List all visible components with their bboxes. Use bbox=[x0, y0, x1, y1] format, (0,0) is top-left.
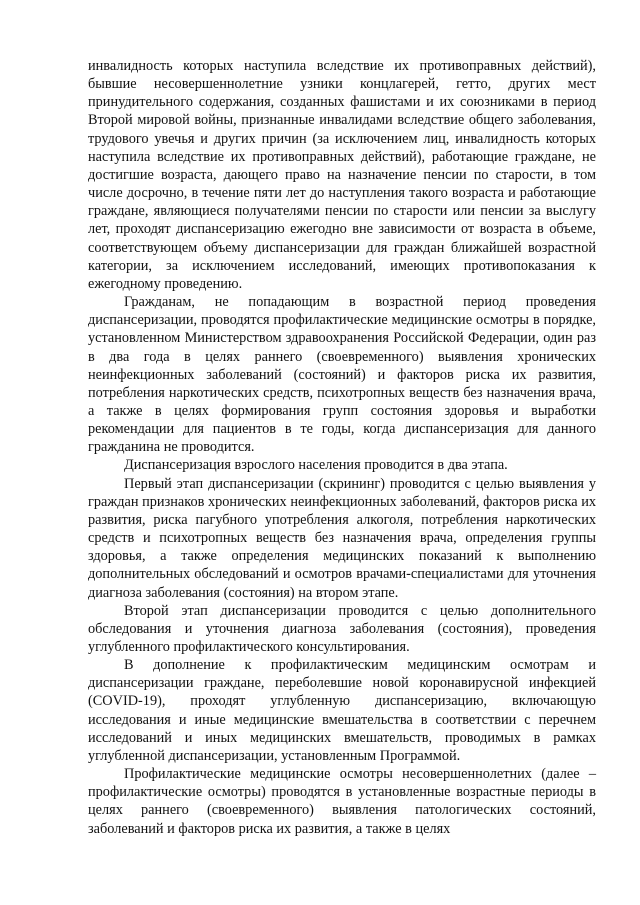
paragraph-preventive-exams: Гражданам, не попадающим в возрастной период проведения диспансеризации, проводятся профилактические медицинские осмотры в порядке, установленном Министерством здравоохранения Российской Федерации, один раз в два года в целях раннего (своевременного) выявления хронических неинфекционных заболеваний (состояний) и факторов риска их развития, потребления наркотических средств, психотропных веществ без назначения врача, а также в целях формирования групп состояния здоровья и выработки рекомендации для пациентов в те годы, когда диспансеризация для данного гражданина не проводится. bbox=[88, 294, 596, 456]
paragraph-two-stages: Диспансеризация взрослого населения проводится в два этапа. bbox=[124, 457, 508, 474]
document-page bbox=[88, 57, 596, 838]
paragraph-covid-dispensary: В дополнение к профилактическим медицинским осмотрам и диспансеризации граждане, переболевшие новой коронавирусной инфекцией (COVID-19), проходят углубленную диспансеризацию, включающую исследования и иные медицинские вмешательства в соответствии с перечнем исследований и иных медицинских вмешательств, проводимых в рамках углубленной диспансеризации, установленным Программой. bbox=[88, 657, 596, 764]
paragraph-continuation: инвалидность которых наступила вследствие их противоправных действий), бывшие несовершеннолетние узники концлагерей, гетто, других мест принудительного содержания, созданных фашистами и их союзниками в период Второй мировой войны, признанные инвалидами вследствие общего заболевания, трудового увечья и других причин (за исключением лиц, инвалидность которых наступила вследствие их противоправных действий), работающие граждане, не достигшие возраста, дающего право на назначение пенсии по старости, в том числе досрочно, в течение пяти лет до наступления такого возраста и работающие граждане, являющиеся получателями пенсии по старости или пенсии за выслугу лет, проходят диспансеризацию ежегодно вне зависимости от возраста в объеме, соответствующем объему диспансеризации для граждан ближайшей возрастной категории, за исключением исследований, имеющих противопоказания к ежегодному проведению. bbox=[88, 58, 596, 292]
paragraph-first-stage: Первый этап диспансеризации (скрининг) проводится с целью выявления у граждан признаков хронических неинфекционных заболеваний, факторов риска их развития, риска пагубного употребления алкоголя, потребления наркотических средств и психотропных веществ без назначения врача, определения группы здоровья, а также определения медицинских показаний к выполнению дополнительных обследований и осмотров врачами-специалистами для уточнения диагноза заболевания (состояния) на втором этапе. bbox=[88, 475, 596, 601]
paragraph-second-stage: Второй этап диспансеризации проводится с целью дополнительного обследования и уточнения диагноза заболевания (состояния), проведения углубленного профилактического консультирования. bbox=[88, 602, 596, 655]
paragraph-minors-exams: Профилактические медицинские осмотры несовершеннолетних (далее – профилактические осмотры) проводятся в установленные возрастные периоды в целях раннего (своевременного) выявления патологических состояний, заболеваний и факторов риска их развития, а также в целях bbox=[88, 766, 596, 837]
